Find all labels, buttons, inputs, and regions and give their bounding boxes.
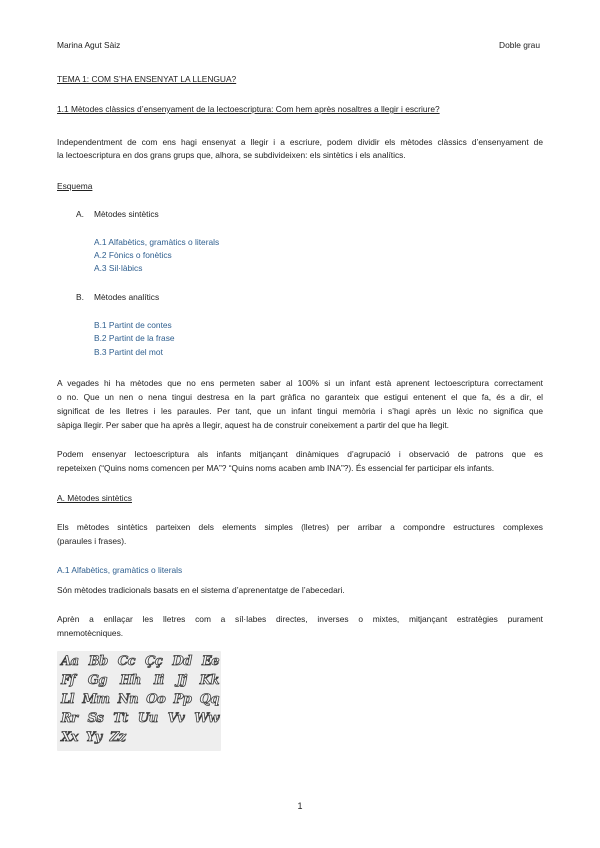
header-course: Doble grau: [499, 40, 540, 50]
alphabet-row: [61, 672, 219, 690]
para2-line: repeteixen (“Quins noms comencen per MA”? “Quins noms acaben amb INA”?). És essencial fer participar els infants.: [57, 463, 495, 473]
alphabet-letter: Bb: [88, 654, 108, 669]
alphabet-letter: Ww: [194, 711, 219, 726]
alphabet-letter: Nn: [117, 692, 139, 707]
alphabet-letter: Yy: [85, 730, 102, 745]
alphabet-letter: Mm: [82, 692, 110, 707]
esquema-b-item: B.2 Partint de la frase: [94, 333, 175, 343]
alphabet-letter: Ii: [153, 673, 164, 688]
alphabet-letter: Vv: [167, 711, 185, 726]
esquema-a-item: A.2 Fònics o fonètics: [94, 250, 172, 260]
esquema-a-label: Mètodes sintètics: [94, 209, 159, 219]
intro-line: la lectoescriptura en dos grans grups que, alhora, se subdivideixen: els sintètics i els analítics.: [57, 150, 406, 160]
header-author: Marina Agut Sàiz: [57, 40, 121, 50]
section-a1-line: mnemotècniques.: [57, 628, 124, 638]
para1-line: o no. Que un nen o nena tingui destresa en la part gràfica no garanteix que estigui entenent el que fa, és a dir, el: [57, 392, 543, 402]
alphabet-letter: Rr: [61, 711, 78, 726]
esquema-b-label: Mètodes analítics: [94, 292, 160, 302]
alphabet-letter: Cc: [117, 654, 135, 669]
section-a1-line: Són mètodes tradicionals basats en el sistema d’aprenentatge de l’abecedari.: [57, 585, 345, 595]
alphabet-letter: Oo: [146, 692, 166, 707]
esquema-heading: Esquema: [57, 181, 93, 191]
esquema-a-item: A.3 Sil·làbics: [94, 263, 143, 273]
esquema-a-marker: A.: [76, 209, 84, 219]
page-number: 1: [297, 801, 303, 811]
esquema-b-item: B.1 Partint de contes: [94, 320, 172, 330]
section-a1-heading: A.1 Alfabètics, gramàtics o literals: [57, 565, 183, 575]
alphabet-letter: Zz: [109, 730, 126, 745]
alphabet-letter: Aa: [61, 654, 79, 669]
alphabet-letter: Pp: [173, 692, 192, 707]
section-a-heading: A. Mètodes sintètics: [57, 493, 132, 503]
para2-line: Podem ensenyar lectoescriptura als infants mitjançant dinàmiques d’agrupació i observació de patrons que es: [57, 449, 543, 459]
esquema-a-item: A.1 Alfabètics, gramàtics o literals: [94, 237, 220, 247]
alphabet-letter: Tt: [113, 711, 128, 726]
intro-line: Independentment de com ens hagi ensenyat a llegir i a escriure, podem dividir els mètodes clàssics d’ensenyament de: [57, 137, 543, 147]
alphabet-letter: Ll: [61, 692, 75, 707]
alphabet-letter: Ee: [201, 654, 219, 669]
section-a-desc-line: (paraules i frases).: [57, 536, 127, 546]
alphabet-letter: Ss: [87, 711, 104, 726]
alphabet-row: [61, 729, 151, 747]
para1-line: A vegades hi ha mètodes que no ens permeten saber al 100% si un infant està aprenent lectoescriptura correctament: [57, 378, 543, 388]
esquema-b-item: B.3 Partint del mot: [94, 347, 163, 357]
alphabet-letter: Uu: [137, 711, 158, 726]
alphabet-letter: Xx: [61, 730, 78, 745]
para1-line: significat de les lletres i les paraules. Per tant, que un infant tingui memòria i s’hagi après un lèxic no significa que: [57, 406, 543, 416]
alphabet-letter: Gg: [87, 673, 108, 688]
para1-line: sàpiga llegir. Per saber que ha après a llegir, aquest ha de construir coneixement a partir del que ha llegit.: [57, 420, 449, 430]
section-heading-1-1: 1.1 Mètodes clàssics d’ensenyament de la lectoescriptura: Com hem après nosaltres a llegir i escriure?: [57, 104, 440, 114]
alphabet-letter: Qq: [199, 692, 219, 707]
alphabet-row: [61, 653, 219, 671]
alphabet-image: [57, 651, 221, 751]
alphabet-letter: Jj: [176, 673, 187, 688]
alphabet-row: [61, 710, 219, 728]
section-a1-line: Aprèn a enllaçar les lletres com a síl·labes directes, inverses o mixtes, mitjançant estratègies purament: [57, 614, 543, 624]
alphabet-row: [61, 691, 219, 709]
alphabet-letter: Dd: [172, 654, 192, 669]
document-title: TEMA 1: COM S’HA ENSENYAT LA LLENGUA?: [57, 74, 237, 84]
alphabet-letter: Ff: [61, 673, 75, 688]
alphabet-letter: Hh: [120, 673, 141, 688]
alphabet-letter: Kk: [199, 673, 219, 688]
section-a-desc-line: Els mètodes sintètics parteixen dels elements simples (lletres) per arribar a compondre estructures complexes: [57, 522, 543, 532]
alphabet-letter: Çç: [145, 654, 163, 669]
esquema-b-marker: B.: [76, 292, 84, 302]
